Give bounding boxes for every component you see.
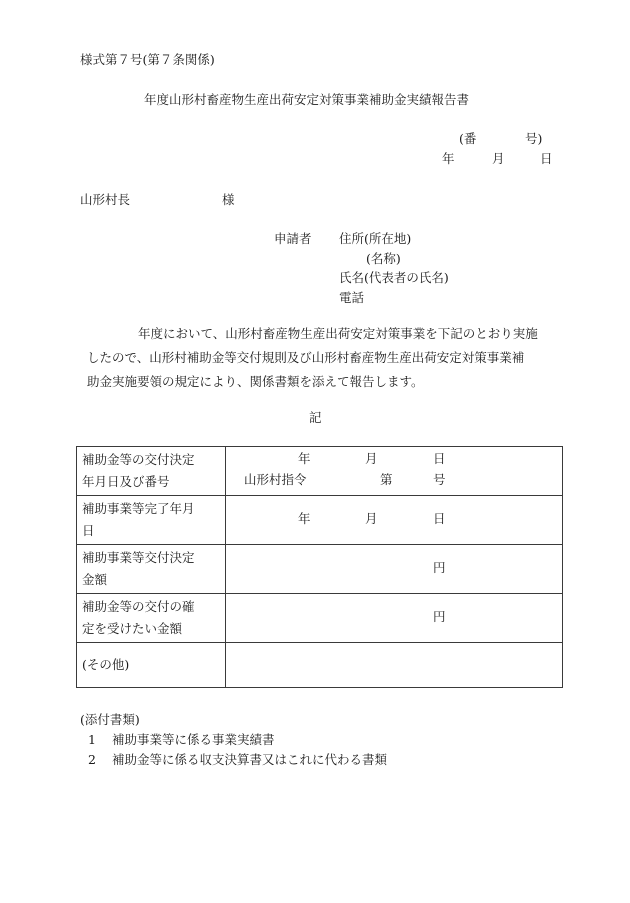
label-line: 補助事業等交付決定 (82, 550, 195, 565)
report-table (76, 446, 563, 688)
applicant-address: 住所(所在地) (339, 231, 412, 246)
applicant-phone: 電話 (339, 290, 365, 305)
applicant-name-person: 氏名(代表者の氏名) (339, 270, 449, 285)
attachments-heading: (添付書類) (80, 712, 140, 727)
table-value-confirmed-amount (226, 594, 563, 643)
date-month: 月 (492, 151, 505, 166)
grant-decision-month: 月 (365, 451, 378, 466)
date-year: 年 (442, 151, 455, 166)
date-day: 日 (540, 151, 553, 166)
body-line-2: したので、山形村補助金等交付規則及び山形村畜産物生産出荷安定対策事業補 (87, 350, 525, 365)
form-number: 様式第７号(第７条関係) (80, 52, 215, 67)
label-line: 補助金等の交付決定 (82, 452, 195, 467)
attachment-text: 補助事業等に係る事業実績書 (112, 732, 275, 747)
table-row-confirmed-amount (77, 594, 563, 643)
grant-decision-go: 号 (433, 472, 446, 487)
label-line: 年月日及び番号 (82, 474, 170, 489)
table-label-completion-date (77, 496, 226, 545)
attachment-item (88, 732, 96, 747)
table-label-confirmed-amount (77, 594, 226, 643)
ki-heading: 記 (309, 410, 322, 425)
table-value-grant-decision (226, 447, 563, 496)
table-row-decision-amount (77, 545, 563, 594)
grant-decision-order: 山形村指令 (244, 472, 307, 487)
body-line-1: 年度において、山形村畜産物生産出荷安定対策事業を下記のとおり実施 (138, 326, 538, 341)
label-line: 補助事業等完了年月 (82, 501, 195, 516)
label-line: (その他) (82, 657, 130, 672)
grant-decision-year: 年 (298, 451, 311, 466)
label-line: 日 (82, 523, 95, 538)
completion-year: 年 (298, 511, 311, 526)
table-label-decision-amount (77, 545, 226, 594)
attachment-num: 1 (88, 732, 96, 747)
doc-number-close: 号) (525, 131, 543, 146)
table-value-decision-amount (226, 545, 563, 594)
table-row-grant-decision (77, 447, 563, 496)
completion-day: 日 (433, 511, 446, 526)
table-label-grant-decision (77, 447, 226, 496)
applicant-name-corp: (名称) (366, 251, 401, 266)
attachment-text: 補助金等に係る収支決算書又はこれに代わる書類 (112, 752, 388, 767)
grant-decision-day: 日 (433, 451, 446, 466)
addressee-honorific: 様 (222, 192, 235, 207)
document-title: 年度山形村畜産物生産出荷安定対策事業補助金実績報告書 (144, 92, 470, 107)
label-line: 金額 (82, 572, 108, 587)
body-paragraph (80, 322, 570, 394)
attachment-item (88, 752, 96, 767)
doc-number-open: (番 (459, 131, 477, 146)
grant-decision-dai: 第 (380, 472, 393, 487)
table-value-completion-date (226, 496, 563, 545)
decision-amount-unit: 円 (433, 560, 446, 575)
label-line: 定を受けたい金額 (82, 621, 183, 636)
completion-month: 月 (365, 511, 378, 526)
addressee-name: 山形村長 (80, 192, 131, 207)
table-row-completion-date (77, 496, 563, 545)
attachment-num: 2 (88, 752, 96, 767)
table-row-other (77, 643, 563, 688)
confirmed-amount-unit: 円 (433, 609, 446, 624)
table-value-other (226, 643, 563, 688)
applicant-label: 申請者 (274, 231, 312, 246)
table-label-other (77, 643, 226, 688)
label-line: 補助金等の交付の確 (82, 599, 195, 614)
body-line-3: 助金実施要領の規定により、関係書類を添えて報告します。 (87, 374, 424, 389)
